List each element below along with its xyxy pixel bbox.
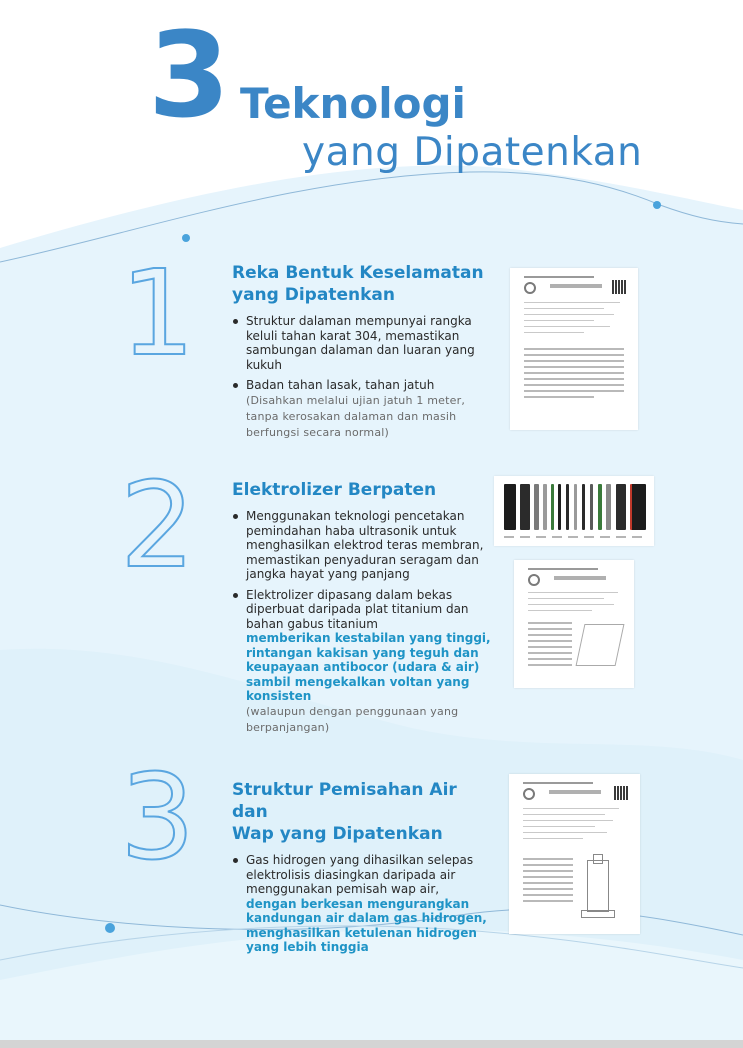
bullet-text: pemindahan haba ultrasonik untuk <box>246 523 457 538</box>
bullet-highlight: sambil mengekalkan voltan yang <box>246 674 470 689</box>
bullet-item <box>232 314 492 372</box>
bullet-note: (Disahkan melalui ujian jatuh 1 meter, <box>246 393 466 407</box>
title-line: Elektrolizer Berpaten <box>232 480 437 500</box>
bullet-highlight: kandungan air dalam gas hidrogen, <box>246 911 487 925</box>
patent-certificate-image <box>514 560 634 688</box>
patent-certificate-image <box>510 268 638 430</box>
bullet-note: berpanjangan) <box>246 720 330 734</box>
bullet-text: Badan tahan lasak, tahan jatuh <box>246 378 435 392</box>
title-line: yang Dipatenkan <box>232 285 395 305</box>
section-safety-design <box>232 262 492 447</box>
section-title <box>232 779 497 845</box>
bullet-item <box>232 853 497 955</box>
bullet-item <box>232 588 497 736</box>
footer-bar <box>0 1040 743 1048</box>
section-2-numeral: 2 <box>120 456 196 594</box>
section-1-numeral: 1 <box>120 244 196 382</box>
title-line: Wap yang Dipatenkan <box>232 824 443 844</box>
bullet-text: memastikan penyaduran seragam dan <box>246 552 479 567</box>
page-subtitle: yang Dipatenkan <box>302 130 643 175</box>
page-title: Teknologi <box>240 79 466 128</box>
bullet-item <box>232 378 492 441</box>
bullet-text: Struktur dalaman mempunyai rangka <box>246 314 472 328</box>
patent-certificate-image <box>509 774 640 934</box>
bullet-text: jangka hayat yang panjang <box>246 567 410 581</box>
bullet-text: kukuh <box>246 357 282 372</box>
bullet-text: menghasilkan elektrod teras membran, <box>246 538 484 552</box>
bullet-list <box>232 509 497 736</box>
section-water-vapor-separation <box>232 779 497 961</box>
bullet-highlight: konsisten <box>246 689 312 703</box>
title-line: Reka Bentuk Keselamatan <box>232 263 484 283</box>
bullet-highlight: menghasilkan ketulenan hidrogen <box>246 925 477 940</box>
title-line: Struktur Pemisahan Air dan <box>232 780 457 822</box>
bullet-list <box>232 853 497 955</box>
bullet-text: diperbuat daripada plat titanium dan <box>246 602 469 616</box>
bullet-text: bahan gabus titanium <box>246 616 378 631</box>
section-title <box>232 262 492 306</box>
section-title <box>232 479 497 501</box>
bullet-note: berfungsi secara normal) <box>246 425 390 439</box>
bullet-highlight: dengan berkesan mengurangkan <box>246 896 470 911</box>
section-patented-electrolyzer <box>232 479 497 742</box>
hero-number: 3 <box>148 6 227 144</box>
section-3-numeral: 3 <box>120 748 196 886</box>
electrolyzer-parts-image <box>494 476 654 546</box>
bullet-text: keluli tahan karat 304, memastikan <box>246 328 460 343</box>
bullet-note: tanpa kerosakan dalaman dan masih <box>246 409 457 423</box>
bullet-text: menggunakan pemisah wap air, <box>246 882 440 896</box>
bullet-text: elektrolisis diasingkan daripada air <box>246 867 456 882</box>
bullet-highlight: keupayaan antibocor (udara & air) <box>246 660 480 674</box>
bullet-text: sambungan dalaman dan luaran yang <box>246 343 475 357</box>
bullet-highlight: yang lebih tinggia <box>246 940 369 954</box>
bullet-item <box>232 509 497 582</box>
bullet-text: Menggunakan teknologi pencetakan <box>246 509 465 523</box>
bullet-text: Elektrolizer dipasang dalam bekas <box>246 587 453 602</box>
bullet-note: (walaupun dengan penggunaan yang <box>246 704 459 718</box>
bullet-highlight: memberikan kestabilan yang tinggi, <box>246 631 491 645</box>
bullet-highlight: rintangan kakisan yang teguh dan <box>246 645 479 660</box>
bullet-list <box>232 314 492 441</box>
bullet-text: Gas hidrogen yang dihasilkan selepas <box>246 853 474 867</box>
